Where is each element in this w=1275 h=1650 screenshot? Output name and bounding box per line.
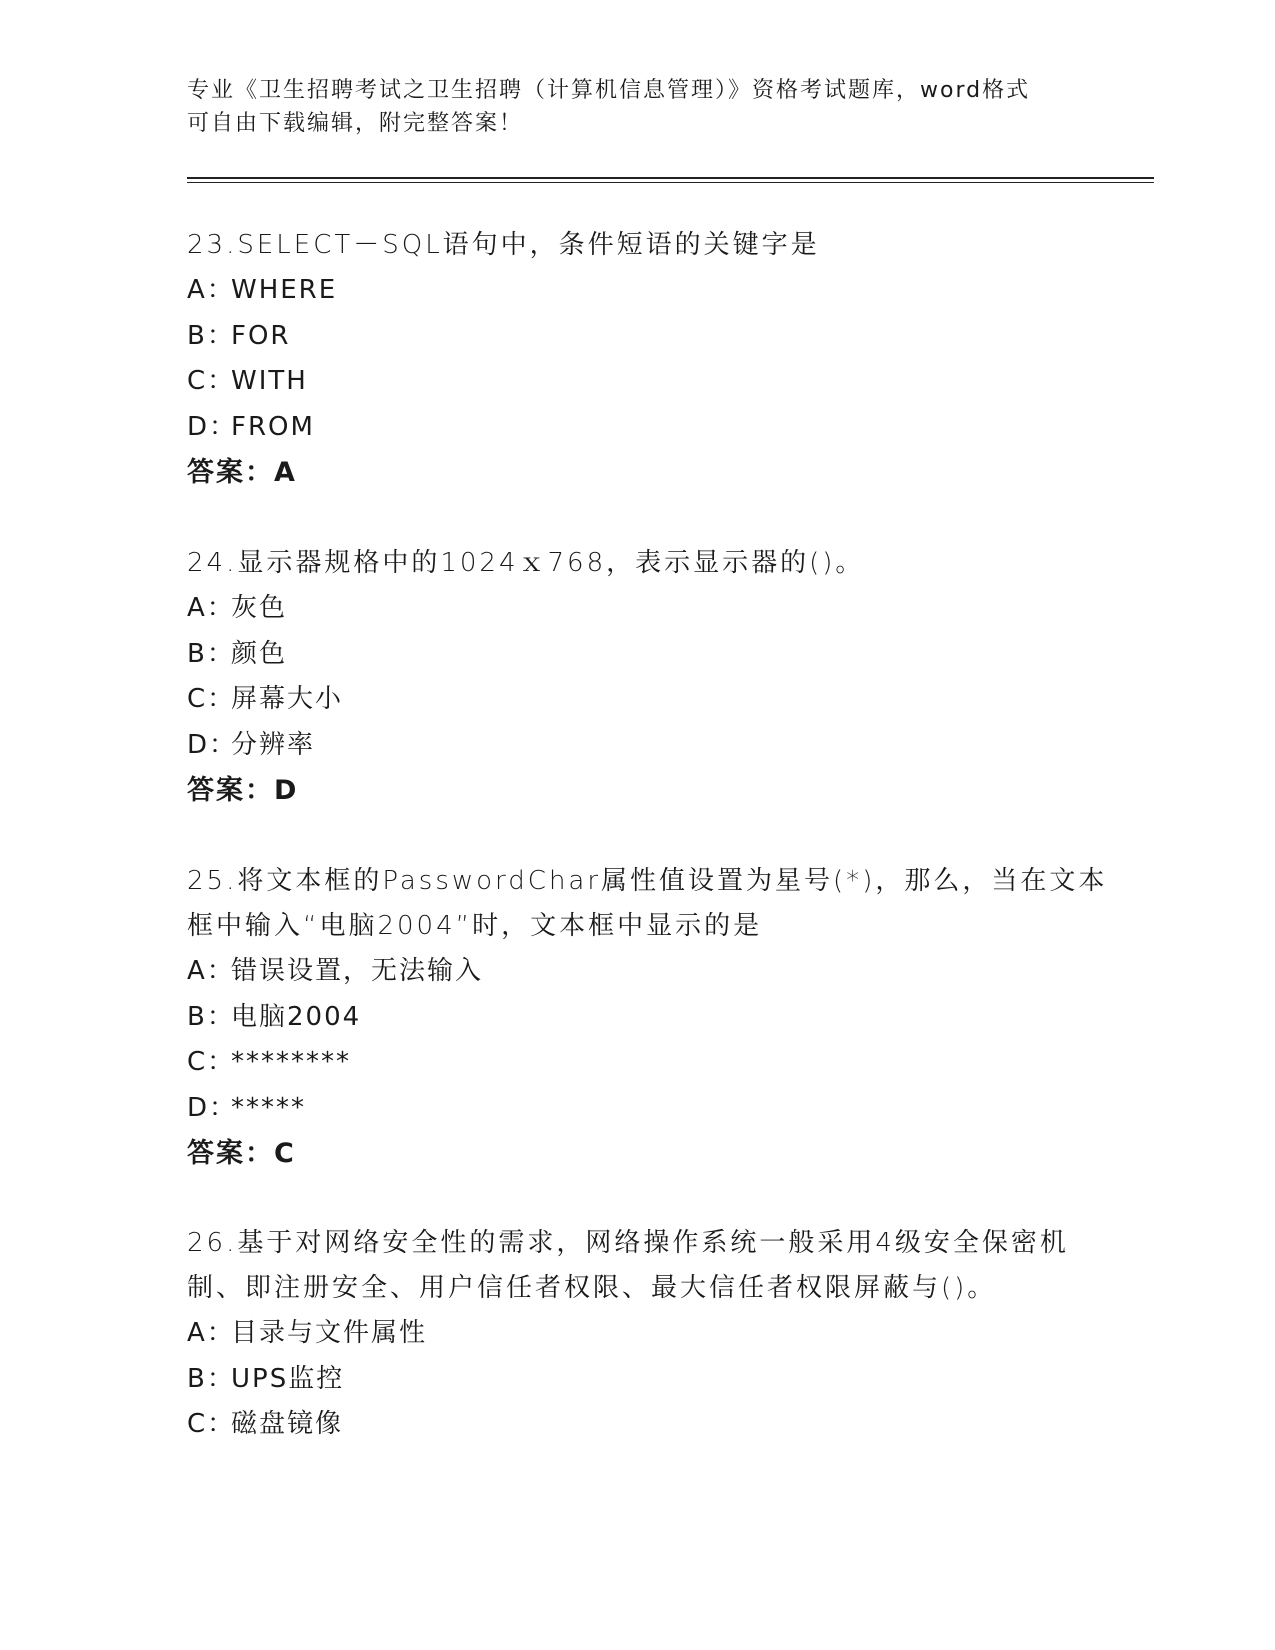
answer: 答案：C: [187, 1138, 296, 1169]
question-stem-line-2: 制、即注册安全、用户信任者权限、最大信任者权限屏蔽与()。: [187, 1273, 997, 1303]
option-b: B：电脑2004: [187, 1001, 362, 1032]
option-a: A：灰色: [187, 593, 288, 623]
answer: 答案：A: [187, 457, 297, 488]
header-rule-thick: [187, 177, 1154, 179]
question-25: [187, 859, 1108, 1176]
header-rule-thin: [187, 182, 1154, 183]
header-line-1: 专业《卫生招聘考试之卫生招聘（计算机信息管理）》资格考试题库，word格式: [187, 78, 1031, 103]
option-a: A：目录与文件属性: [187, 1318, 428, 1348]
option-c: C：WITH: [187, 366, 308, 396]
question-stem: 24.显示器规格中的1024ｘ768，表示显示器的()。: [187, 548, 865, 578]
option-b: B：颜色: [187, 638, 288, 669]
option-b: B：FOR: [187, 320, 291, 351]
option-c: C：磁盘镜像: [187, 1409, 344, 1439]
question-24: [187, 541, 1087, 813]
question-23: [187, 223, 1087, 495]
option-a: A：错误设置，无法输入: [187, 956, 484, 986]
option-a: A：WHERE: [187, 275, 338, 305]
header-line-2: 可自由下载编辑，附完整答案！: [187, 111, 524, 136]
option-d: D：*****: [187, 1092, 306, 1123]
question-stem: 23.SELECT－SQL语句中，条件短语的关键字是: [187, 230, 820, 260]
option-c: C：********: [187, 1047, 351, 1077]
option-b: B：UPS监控: [187, 1363, 345, 1394]
question-stem-line-1: 26.基于对网络安全性的需求，网络操作系统一般采用4级安全保密机: [187, 1228, 1069, 1258]
question-stem-line-1: 25.将文本框的PasswordChar属性值设置为星号(*)，那么，当在文本: [187, 866, 1108, 896]
option-d: D：FROM: [187, 411, 315, 442]
question-stem-line-2: 框中输入“电脑2004”时，文本框中显示的是: [187, 911, 763, 941]
question-26: [187, 1221, 1087, 1448]
option-d: D：分辨率: [187, 729, 316, 760]
option-c: C：屏幕大小: [187, 684, 344, 714]
answer: 答案：D: [187, 775, 299, 806]
document-header: [187, 74, 1087, 140]
